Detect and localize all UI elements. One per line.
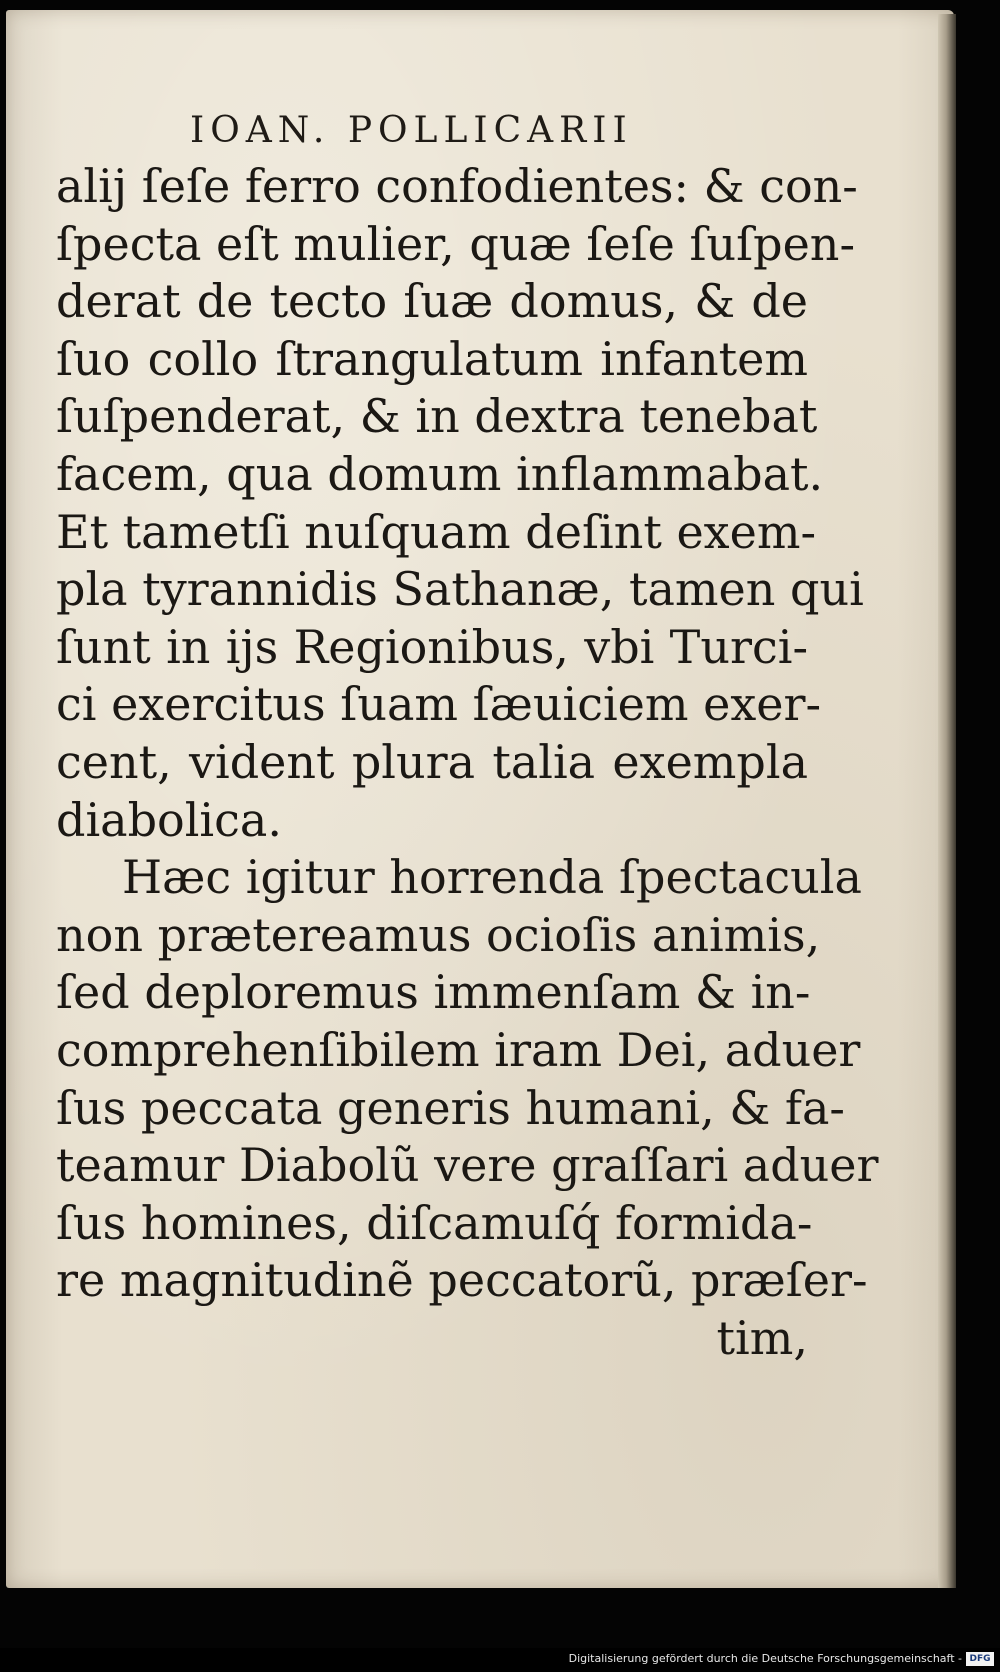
text-line: ſunt in ijs Regionibus, vbi Turci- — [56, 619, 808, 674]
page-edge-shadow — [938, 14, 956, 1588]
running-head: IOAN. POLLICARII — [190, 110, 633, 151]
digitization-credit: Digitalisierung gefördert durch die Deutsche Forschungsgemeinschaft - — [568, 1652, 962, 1665]
text-line: ſus homines, diſcamuſq́ formida- — [56, 1195, 813, 1250]
text-line: comprehenſibilem iram Dei, aduer — [56, 1022, 861, 1077]
text-line: facem, qua domum inflammabat. — [56, 446, 824, 501]
text-line: ſed deploremus immenſam & in- — [56, 965, 811, 1020]
text-line: derat de tecto ſuæ domus, & de — [56, 274, 808, 329]
text-line: ſus peccata generis humani, & fa- — [56, 1080, 845, 1135]
text-line: Et tametſi nuſquam deſint exem- — [56, 504, 816, 559]
text-line: alij ſeſe ferro confodientes: & con- — [56, 159, 858, 213]
text-line: non prætereamus ocioſis animis, — [56, 907, 821, 962]
text-line: re magnitudinẽ peccatorũ, præſer- — [56, 1253, 868, 1308]
text-line: ci exercitus ſuam ſæuiciem exer- — [56, 677, 822, 732]
text-line: teamur Diabolũ vere graſſari aduer — [56, 1138, 879, 1193]
text-line: ſpecta eſt mulier, quæ ſeſe ſuſpen- — [56, 216, 855, 271]
text-line: ſuſpenderat, & in dextra tenebat — [56, 389, 818, 444]
text-line: ſuo collo ſtrangulatum infantem — [56, 331, 808, 386]
text-line: pla tyrannidis Sathanæ, tamen qui — [56, 562, 864, 617]
text-line: cent, vident plura talia exempla — [56, 734, 808, 789]
dfg-logo-icon: DFG — [966, 1652, 994, 1666]
body-text — [56, 158, 879, 1367]
text-line: diabolica. — [56, 792, 282, 847]
text-line: Hæc igitur horrenda ſpectacula — [122, 850, 862, 905]
catchword: tim, — [716, 1310, 808, 1365]
